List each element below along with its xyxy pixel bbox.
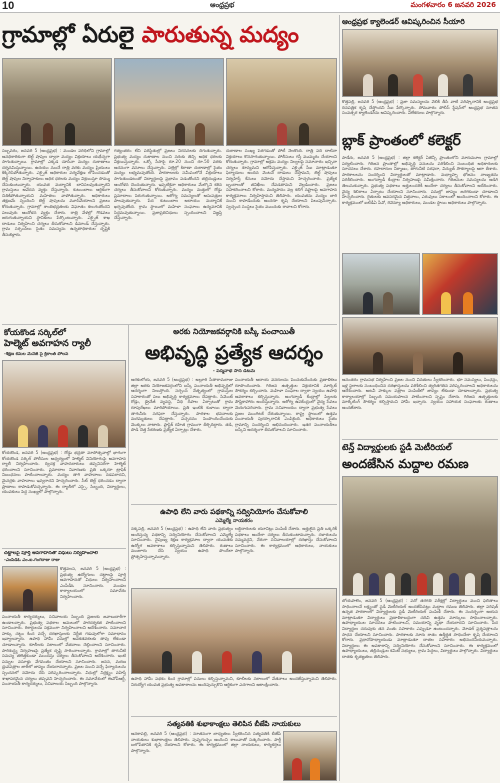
page-number: 10 (2, 0, 15, 12)
tenth-photo (342, 476, 498, 596)
tenth-headline-line1: టెన్త్ విద్యార్థులకు స్టడీ మెటీరియల్ (342, 442, 452, 452)
divider (342, 439, 498, 440)
divider (2, 324, 337, 325)
calendar-headline: ఆంధ్రప్రభ క్యాలెండర్ ఆవిష్కరించిన సీయారి (342, 17, 465, 26)
rally-photo (2, 360, 126, 448)
liquor-photo-1 (2, 58, 112, 146)
divider (128, 325, 129, 781)
bjp-photo (283, 731, 337, 781)
panchayat-headline: అభివృద్ధి ప్రత్యేక ఆదర్శం (144, 342, 324, 364)
rally-headline-line1: కోయకొండ సర్కిల్‌లో (4, 328, 66, 337)
employment-story-3: ఉపాధి హామీ పథకం కింద గ్రామాల్లో పనులు కల్పిస్తున్నామని, కూలీలకు సకాలంలో వేతనాలు అందజేస్తున్నామని తెలిపారు. నిరుద్యోగ యువత ప్రభుత్వ అవకాశాలను అందిపుచ్చుకొని ఆర్థికంగా ఎదగాలని ఆకాంక్షించారు. (131, 676, 337, 687)
panchayat-kicker: అరకు నియోజకవర్గానికి బస్కీ పంచాయితీ (173, 327, 295, 336)
employment-photo (131, 588, 337, 674)
tenth-story: బోయపాలెం, జనవరి 5 (ఆంధ్రప్రభ) : పదో తరగతి పరీక్షల్లో విద్యార్థులు మంచి ఫలితాలు సాధించాలనే లక్ష్యంతో స్టడీ మెటీరియల్ అందజేసినట్లు మద్దాల రమణ తెలిపారు. జిల్లా పరిషత్ ఉన్నత పాఠశాలలో విద్యార్థులకు స్టడీ మెటీరియల్ పంపిణీ చేశారు. ఈ సందర్భంగా ఆయన మాట్లాడుతూ విద్యార్థులు ప్రణాళికాబద్ధంగా చదివి ఉత్తమ మార్కులు సాధించాలన్నారు. ఉపాధ్యాయుల సూచనలు పాటించాలని, సమయాన్ని వృథా చేయరాదని సూచించారు. పేద విద్యార్థుల చదువుకు తన వంతు సహకారం ఎప్పుడూ ఉంటుందన్నారు. మోడల్ ప్రశ్నపత్రాలను సాధన చేయాలని సూచించారు. పాఠశాలకు నూరు శాతం ఉత్తీర్ణత సాధించేలా కృషి చేయాలని కోరారు. ప్రధానోపాధ్యాయుడు మాట్లాడుతూ దాతల సహకారం అభినందనీయమన్నారు. విద్యార్థులు ఈ అవకాశాన్ని సద్వినియోగం చేసుకోవాలని సూచించారు. ఈ కార్యక్రమంలో ఉపాధ్యాయులు, తల్లిదండ్రుల కమిటీ సభ్యులు, గ్రామ పెద్దలు, విద్యార్థులు పాల్గొన్నారు. విద్యార్థులు దాతకు కృతజ్ఞతలు తెలిపారు. (342, 598, 498, 659)
divider (131, 716, 337, 717)
calendar-story: కొత్తపల్లి, జనవరి 5 (ఆంధ్రప్రభ) : ప్రజా సమస్యలను వెలికి తీసి వాటి పరిష్కారానికి ఆంధ్రప్రభ దినపత్రిక కృషి చేస్తోందని సీఐ పేర్కొన్నారు. సోమవారం పోలీస్ స్టేషన్‌లో ఆంధ్రప్రభ నూతన సంవత్సర క్యాలెండర్‌ను ఆవిష్కరించారు. విలేకరులు పాల్గొన్నారు. (342, 99, 498, 116)
dateline: మంగళవారం 6 జనవరి 2026 (410, 1, 496, 9)
divider (2, 548, 126, 549)
main-headline (2, 16, 337, 56)
collector-story-2: అనంతరం గ్రామసభ నిర్వహించి ప్రజల నుంచి వినతులు స్వీకరించారు. భూ సమస్యలు, పింఛన్లు, ఇళ్ల స్థలాలకు సంబంధించిన దరఖాస్తులను పరిశీలించి త్వరితగతిన పరిష్కరించాలని అధికారులను ఆదేశించారు. అటవీ హక్కుల పత్రాల పంపిణీలో జాప్యం లేకుండా చూడాలన్నారు. ప్రభుత్వ కార్యాలయాల్లో సిబ్బంది సమయపాలన పాటించాలని స్పష్టం చేశారు. గిరిజన ఉత్పత్తులకు మార్కెటింగ్ సౌకర్యం కల్పిస్తామని హామీ ఇచ్చారు. స్వయం సహాయక సంఘాలకు రుణాలు అందజేశారు. (342, 377, 498, 410)
divider (131, 504, 337, 505)
collector-photo-3 (342, 317, 498, 375)
employment-story-col-2: లబ్ధిదారులకు యూనిట్లు పంపిణీ చేశారు. అర్హులైన ప్రతి ఒక్కరికీ పథకాలు అందేలా చర్యలు తీసుకుంటామన్నారు. దళారులను నమ్మవద్దని, నేరుగా సచివాలయాల్లో దరఖాస్తు చేసుకోవాలని సూచించారు. ఈ కార్యక్రమంలో అధికారులు, నాయకులు పాల్గొన్నారు. (235, 526, 337, 554)
police-story: కొత్తవలస, జనవరి 5 (ఆంధ్రప్రభ) : ప్రభుత్వ ఉద్యోగులు చట్టాలపై పూర్తి అవగాహనతో విధులు నిర్వహించాలని ఎంపీడీఓ సూచించారు. మండల కార్యాలయంలో సమావేశం నిర్వహించారు. (60, 566, 126, 599)
police-headline-line2: -ఎంపీడీఓ ఎం.ఐ.గంగరాజు రాజు (4, 558, 60, 563)
divider (339, 15, 340, 781)
panchayat-story-col-2: పంచాయతీ ఆదాయ వనరులను పెంచుకునేందుకు ప్రణాళికలు రూపొందించారు. గిరిజన ఉత్పత్తుల విక్రయానికి మార్కెట్ సౌకర్యం కల్పించారు. మహిళా సంఘాల ద్వారా స్వయం ఉపాధి అవకాశాలు కల్పిస్తున్నారు. అంగన్వాడీ కేంద్రాల్లో పిల్లలకు పౌష్టికాహారం అందిస్తున్నారు. ఆరోగ్య ఉపకేంద్రంలో వైద్య సేవలు మెరుగుపరిచారు. గ్రామ సచివాలయం ద్వారా ప్రభుత్వ సేవలు ప్రజల ముంగిటకే చేరుతున్నాయి. రాష్ట్ర స్థాయిలో ఉత్తమ పంచాయతీ పురస్కారానికి ఎంపికైంది. అధికారులు సైతం గ్రామాన్ని సందర్శించి అభినందించారు. ఇతర పంచాయతీలు బస్కీని ఆదర్శంగా తీసుకోవాలని సూచించారు. (235, 377, 337, 433)
liquor-photo-3 (226, 58, 337, 146)
employment-headline: ఉపాధి లేని వారు పథకాన్ని సద్వినియోగం చేసుకోవాలి (160, 507, 308, 516)
main-story-col-3: దుకాణాల సంఖ్య పెరగడంతో పోటీ నెలకొంది. రాత్రి పది దాటినా విక్రయాలు కొనసాగుతున్నాయి. పోలీసులు గస్తీ ముమ్మరం చేయాలని కోరుతున్నారు. గ్రామాల్లో అక్రమ మద్యం నిల్వలపై సమాచారం ఇచ్చినా చర్యలు శూన్యమని ఆరోపిస్తున్నారు. ఎక్సైజ్ సీఐ మాట్లాడుతూ ఫిర్యాదులు అందిన వెంటనే దాడులు చేస్తామని, బెల్ట్ షాపులు నిర్వహిస్తే కేసులు నమోదు చేస్తామని హెచ్చరించారు. ప్రత్యేక బృందాలతో తనిఖీలు చేపడతామని వెల్లడించారు. ప్రజలు సహకరించాలని కోరారు. మద్యపానం వల్ల కలిగే నష్టాలపై అవగాహన కార్యక్రమాలు నిర్వహిస్తామని తెలిపారు. యువతను మద్యం బారి నుంచి కాపాడేందుకు అందరూ కృషి చేయాలని పిలుపునిచ్చారు. స్వచ్ఛంద సంస్థలు సైతం ముందుకు రావాలని కోరారు. (226, 148, 337, 209)
collector-photo-2 (422, 253, 498, 315)
main-headline-part2: పారుతున్న మద్యం (141, 23, 299, 48)
rally-headline-line2: హెల్మెట్ అవగాహన ర్యాలీ (4, 339, 91, 349)
page-header (0, 0, 500, 13)
panchayat-story-col-1: అరకులోయ, జనవరి 5 (ఆంధ్రప్రభ) : అల్లూరి సీతారామరాజు జిల్లా అరకు నియోజకవర్గంలోని బస్కీ పంచాయతీ అభివృద్ధిలో ఆదర్శంగా నిలుస్తోంది. సర్పంచ్ నేతృత్వంలో గ్రామస్తుల సహకారంతో పలు అభివృద్ధి కార్యక్రమాలు చేపట్టారు. సిమెంట్ రోడ్లు, డ్రైనేజీ వ్యవస్థ, వీధి దీపాల ఏర్పాటుతో గ్రామ రూపురేఖలు మారిపోయాయి. ప్రతి ఇంటికి కుళాయి ద్వారా తాగునీరు సరఫరా చేస్తున్నారు. పాఠశాల భవనాలకు మరమ్మతులు చేపట్టారు. పచ్చదనం పెంపొందించేందుకు మొక్కలు నాటారు. ప్లాస్టిక్ రహిత గ్రామంగా తీర్చిదిద్దారు. తడి, పొడి చెత్త సేకరణకు ప్రత్యేక ఏర్పాట్లు చేశారు. (131, 377, 233, 433)
collector-headline: బ్లాక్ ప్రాంతంలో కలెక్టర్ (342, 133, 461, 149)
calendar-photo (342, 29, 498, 97)
tenth-headline-line2: అందజేసిన మద్దాల రమణ (342, 456, 469, 471)
rally-subhead: -శిక్షణ కమల మేనేజ్ సై క్రికాంత్ పోలవ (4, 352, 69, 357)
main-story-col-1: సబ్బవరం, జనవరి 5 (ఆంధ్రప్రభ) : మండల పరిధిలోని గ్రామాల్లో అనధికారికంగా బెల్ట్ షాపుల ద్వారా మద్యం విక్రయాలు యథేచ్ఛగా సాగుతున్నాయి. గ్రామాల్లో ఎక్కడ చూసినా మద్యం దుకాణాలు దర్శనమిస్తున్నాయి. ఉదయం నుంచే రాత్రి వరకు మద్యం ప్రియులు కిక్కిరిసిపోతున్నారు. ఎక్సైజ్ అధికారుల పర్యవేక్షణ లోపించడంతో బెల్ట్ షాపుల నిర్వాహకులు అధిక ధరలకు మద్యం విక్రయిస్తూ సొమ్ము చేసుకుంటున్నారు. యువత మద్యానికి బానిసలవుతున్నారని గ్రామస్తులు ఆవేదన వ్యక్తం చేస్తున్నారు. కుటుంబాలు ఆర్థికంగా చితికిపోతున్నాయని మహిళలు వాపోతున్నారు. అధికారులు తక్షణమే స్పందించి బెల్ట్ షాపులను మూసివేయాలని ప్రజలు కోరుతున్నారు. గ్రామాల్లో శాంతిభద్రతలకు విఘాతం కలుగుతోందని పలువురు ఆందోళన వ్యక్తం చేశారు. రాత్రి వేళల్లో గొడవలు జరుగుతున్నాయని స్థానికులు పేర్కొంటున్నారు. ఎక్సైజ్ శాఖ దాడులు నిర్వహించి చర్యలు తీసుకోవాలని డిమాండ్ చేస్తున్నారు. గ్రామ సర్పంచ్‌లు సైతం సమస్యను ఉన్నతాధికారుల దృష్టికి తీసుకెళ్లారు. (2, 148, 110, 237)
main-headline-part1: గ్రామాల్లో ఏరులై (2, 23, 135, 48)
rally-story: కోయకొండ, జనవరి 5 (ఆంధ్రప్రభ) : రోడ్డు భద్రతా మాసోత్సవాల్లో భాగంగా కోయకొండ సర్కిల్ పోలీసుల ఆధ్వర్యంలో హెల్మెట్ వినియోగంపై అవగాహన ర్యాలీ నిర్వహించారు. ద్విచక్ర వాహనదారులు తప్పనిసరిగా హెల్మెట్ ధరించాలని సూచించారు. ప్రమాదాల నివారణకు ప్రతి ఒక్కరూ ట్రాఫిక్ నిబంధనలు పాటించాలన్నారు. మద్యం తాగి వాహనాలు నడపరాదని, మైనర్లకు వాహనాలు ఇవ్వరాదని హెచ్చరించారు. సీట్ బెల్ట్ ధరించడం ద్వారా ప్రాణాలు కాపాడుకోవచ్చన్నారు. ఈ ర్యాలీలో ఎస్సై, సిబ్బంది, విద్యార్థులు, యువకులు పెద్ద సంఖ్యలో పాల్గొన్నారు. (2, 450, 126, 495)
employment-byline: ఎమ్మెల్యే నాయకరం (215, 518, 253, 524)
police-headline-line1: చట్టాలపై పూర్తి అవగాహనతో విధులు నిర్వహించాలి (4, 551, 98, 556)
police-story-2: పంచాయతీ కార్యదర్శులు, సచివాలయ సిబ్బంది ప్రజలకు జవాబుదారీగా ఉండాలన్నారు. ప్రభుత్వ పథకాల అమలులో పారదర్శకత పాటించాలని సూచించారు. రికార్డులను సక్రమంగా నిర్వహించాలని ఆదేశించారు. సమాచార హక్కు చట్టం కింద వచ్చే దరఖాస్తులకు నిర్ణీత గడువులోగా సమాధానం ఇవ్వాలన్నారు. ఉపాధి హామీ పనుల్లో అవకతవకలకు తావు లేకుండా చూడాలన్నారు. కూలీలకు సకాలంలో వేతనాలు చెల్లించాలని సూచించారు. పారిశుద్ధ్య నిర్వహణపై ప్రత్యేక దృష్టి సారించాలన్నారు. గ్రామాల్లో తాగునీటి సమస్య తలెత్తకుండా ముందస్తు చర్యలు తీసుకోవాలని ఆదేశించారు. ఇంటి పన్నుల వసూళ్లు వేగవంతం చేయాలని సూచించారు. జనన, మరణ ధ్రువపత్రాల జారీలో జాప్యం చేయరాదన్నారు. ప్రజల నుంచి వచ్చే ఫిర్యాదులను స్పందనలో నమోదు చేసి పరిష్కరించాలన్నారు. విధుల్లో నిర్లక్ష్యం వహిస్తే శాఖాపరమైన చర్యలు తప్పవని హెచ్చరించారు. ఈ సమావేశంలో ఈవోపీఆర్డీ, పంచాయతీ కార్యదర్శులు, సచివాలయ సిబ్బంది పాల్గొన్నారు. (2, 614, 126, 687)
liquor-photo-2 (114, 58, 224, 146)
main-story-col-2: గత్యంతరం లేని పరిస్థితుల్లో ప్రజలు నిరసనలకు దిగుతున్నారు. ప్రభుత్వ మద్యం దుకాణాల నుంచి సరుకు తెచ్చి అధిక ధరలకు విక్రయిస్తున్నారు. ఒక్కో సీసాపై రూ.20 నుంచి రూ.50 వరకు అదనంగా వసూలు చేస్తున్నారు. పల్లెల్లో కిరాణా దుకాణాల్లో సైతం మద్యం లభ్యమవుతోంది. పాఠశాలలకు సమీపంలోనే విక్రయాలు సాగుతుండటంతో విద్యార్థులపై ప్రభావం పడుతోందని తల్లిదండ్రులు ఆందోళన చెందుతున్నారు. ఇప్పటికైనా అధికారులు మేల్కొని కఠిన చర్యలు తీసుకోవాలని కోరుతున్నారు. మద్యం మత్తులో రోడ్డు ప్రమాదాలు పెరుగుతున్నాయి. ఆరోగ్య సమస్యలతో ఆసుపత్రుల పాలవుతున్నారు. పేద కుటుంబాల ఆదాయం మద్యానికే ఖర్చవుతోంది. గ్రామ స్థాయిలో మహిళా సంఘాలు ఉద్యమానికి సిద్ధమవుతున్నాయి. ప్రజాప్రతినిధులు స్పందించాలని విజ్ఞప్తి చేస్తున్నారు. (114, 148, 222, 221)
employment-story-col-1: నక్కపల్లి, జనవరి 5 (ఆంధ్రప్రభ) : ఉపాధి లేని వారు ప్రభుత్వం అందిస్తున్న పథకాన్ని సద్వినియోగం చేసుకోవాలని ఎమ్మెల్యే సూచించారు. నైపుణ్య శిక్షణ కార్యక్రమాల ద్వారా యువతకు ఉద్యోగ అవకాశాలు కల్పిస్తున్నామని తెలిపారు. రుణాలు మంజూరు చేసి స్వయం ఉపాధి పొందేలా ప్రోత్సహిస్తున్నామన్నారు. (131, 526, 233, 559)
collector-story: పాడేరు, జనవరి 5 (ఆంధ్రప్రభ) : జిల్లా కలెక్టర్ ఏజెన్సీ ప్రాంతంలోని మారుమూల గ్రామాల్లో పర్యటించారు. గిరిజన ప్రాంతాల్లో అభివృద్ధి పనులను పరిశీలించి సంబంధిత అధికారులకు సూచనలు చేశారు. రహదారుల నిర్మాణం, తాగునీటి సరఫరా, విద్యుత్ సౌకర్యాలపై ఆరా తీశారు. పాఠశాలలను సందర్శించి విద్యార్థులతో మాట్లాడారు. మధ్యాహ్న భోజనం నాణ్యతను పరిశీలించారు. అంగన్వాడీ కేంద్రాల నిర్వహణపై సమీక్షించారు. గిరిజనుల సమస్యలను అడిగి తెలుసుకున్నారు. ప్రభుత్వ పథకాలు అర్హులందరికీ అందేలా చర్యలు తీసుకోవాలని ఆదేశించారు. వైద్య శిబిరాలు ఏర్పాటు చేయాలని సూచించారు. పనుల్లో జాప్యం జరగకుండా చూడాలని హెచ్చరించారు. రైతులకు అవసరమైన విత్తనాలు, ఎరువులు సకాలంలో అందించాలని కోరారు. ఈ కార్యక్రమంలో ఐటీడీఏ పీవో, రెవెన్యూ అధికారులు, మండల స్థాయి అధికారులు పాల్గొన్నారు. (342, 155, 498, 205)
collector-photo-1 (342, 253, 420, 315)
masthead: ఆంధ్రప్రభ (210, 1, 235, 9)
bjp-story: అనకాపల్లి, జనవరి 5 (ఆంధ్రప్రభ) : నూతనంగా బాధ్యతలు స్వీకరించిన సత్యవతికి బీజేపీ నాయకులు శుభాకాంక్షలు తెలిపారు. పుష్పగుచ్ఛం అందించి శాలువాతో సత్కరించారు. పార్టీ బలోపేతానికి కృషి చేయాలని కోరారు. ఈ కార్యక్రమంలో జిల్లా నాయకులు, కార్యకర్తలు పాల్గొన్నారు. (131, 731, 281, 753)
panchayat-byline: - పద్మనాభ సాన డిటమే (212, 369, 256, 374)
police-photo (2, 566, 58, 612)
bjp-headline: సత్యవతికి శుభాకాంక్షలు తెలిపిన బీజేపి నాయకులు (167, 720, 301, 728)
